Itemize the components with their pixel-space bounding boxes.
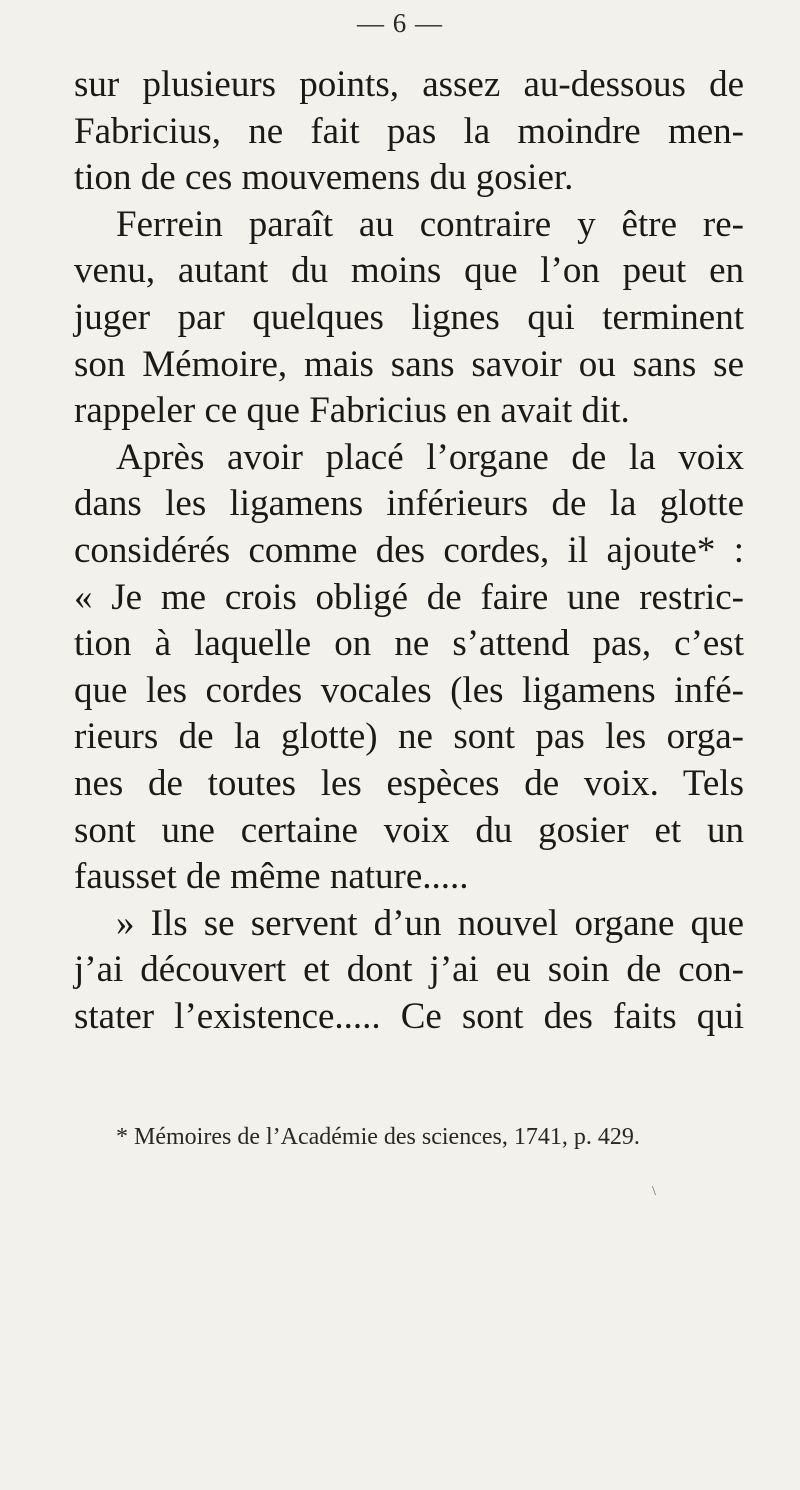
text-line: fausset de même nature..... bbox=[74, 856, 469, 898]
text-line: Ferrein paraît au contraire y être re- bbox=[116, 203, 744, 245]
text-line: Fabricius, ne fait pas la moindre men- bbox=[74, 110, 744, 152]
text-line: rappeler ce que Fabricius en avait dit. bbox=[74, 390, 630, 432]
text-line: sont une certaine voix du gosier et un bbox=[74, 809, 744, 851]
text-line: nes de toutes les espèces de voix. Tels bbox=[74, 762, 744, 804]
text-line: venu, autant du moins que l’on peut en bbox=[74, 250, 744, 292]
text-line: considérés comme des cordes, il ajoute* : bbox=[74, 529, 744, 571]
footnote: * Mémoires de l’Académie des sciences, 1741, p. 429. bbox=[116, 1124, 640, 1150]
text-line: tion à laquelle on ne s’attend pas, c’est bbox=[74, 623, 744, 665]
text-line: » Ils se servent d’un nouvel organe que bbox=[116, 902, 744, 944]
text-line: j’ai découvert et dont j’ai eu soin de con- bbox=[74, 949, 744, 991]
body-text bbox=[74, 62, 744, 1040]
text-line: tion de ces mouvemens du gosier. bbox=[74, 157, 574, 199]
text-line: sur plusieurs points, assez au-dessous de bbox=[74, 64, 744, 105]
text-line: rieurs de la glotte) ne sont pas les orga- bbox=[74, 716, 744, 758]
text-line: dans les ligamens inférieurs de la glotte bbox=[74, 483, 744, 525]
stray-mark: \ bbox=[652, 1184, 656, 1199]
text-line: « Je me crois obligé de faire une restric- bbox=[74, 576, 744, 618]
text-line: que les cordes vocales (les ligamens infé- bbox=[74, 669, 744, 711]
text-line: Après avoir placé l’organe de la voix bbox=[116, 436, 744, 478]
text-line: son Mémoire, mais sans savoir ou sans se bbox=[74, 343, 744, 385]
page-number: — 6 — bbox=[357, 8, 443, 38]
text-line: stater l’existence..... Ce sont des faits qui bbox=[74, 995, 744, 1037]
text-line: juger par quelques lignes qui terminent bbox=[74, 296, 744, 338]
